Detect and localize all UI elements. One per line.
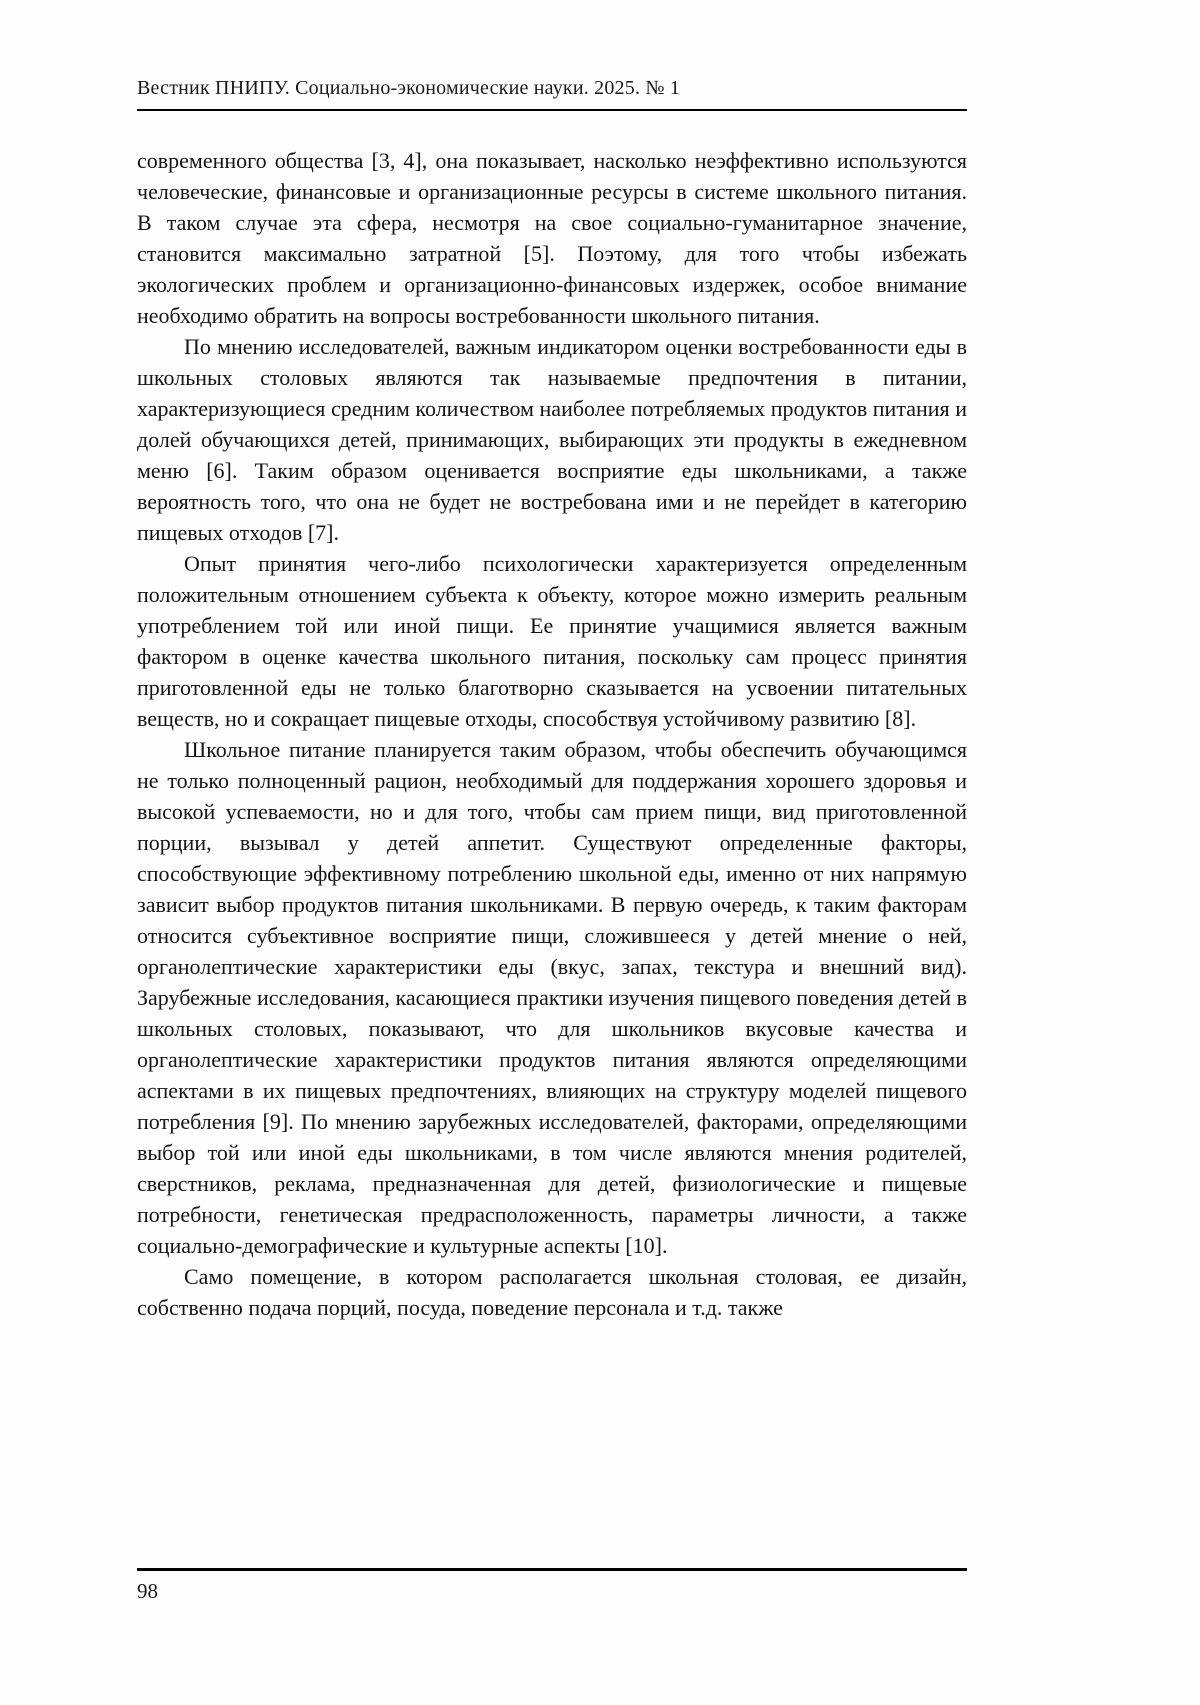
paragraph: По мнению исследователей, важным индикатором оценки востребованности еды в школьных столовых являются так называемые предпочтения в питании, характеризующиеся средним количеством наиболее потребляемых продуктов питания и долей обучающихся детей, принимающих, выбирающих эти продукты в ежедневном меню [6]. Таким образом оценивается восприятие еды школьниками, а также вероятность того, что она не будет не востребована ими и не перейдет в категорию пищевых отходов [7]. xyxy=(137,334,967,545)
paragraph: Само помещение, в котором располагается школьная столовая, ее дизайн, собственно подача порций, посуда, поведение персонала и т.д. также xyxy=(137,1264,967,1320)
paragraph-continuation: современного общества [3, 4], она показывает, насколько неэффективно используются человеческие, финансовые и организационные ресурсы в системе школьного питания. В таком случае эта сфера, несмотря на свое социально-гуманитарное значение, становится максимально затратной [5]. Поэтому, для того чтобы избежать экологических проблем и организационно-финансовых издержек, особое внимание необходимо обратить на вопросы востребованности школьного питания. xyxy=(137,148,967,328)
running-title: Вестник ПНИПУ. Социально-экономические науки. 2025. № 1 xyxy=(137,77,681,99)
page-header xyxy=(137,76,967,111)
footer-rule xyxy=(137,1568,967,1571)
page-number: 98 xyxy=(137,1578,158,1603)
paragraph: Опыт принятия чего-либо психологически характеризуется определенным положительным отношением субъекта к объекту, которое можно измерить реальным употреблением той или иной пищи. Ее принятие учащимися является важным фактором в оценке качества школьного питания, поскольку сам процесс принятия приготовленной еды не только благотворно сказывается на усвоении питательных веществ, но и сокращает пищевые отходы, способствуя устойчивому развитию [8]. xyxy=(137,551,967,731)
header-rule xyxy=(137,109,967,111)
article-body xyxy=(137,145,967,1323)
paragraph: Школьное питание планируется таким образом, чтобы обеспечить обучающимся не только полноценный рацион, необходимый для поддержания хорошего здоровья и высокой успеваемости, но и для того, чтобы сам прием пищи, вид приготовленной порции, вызывал у детей аппетит. Существуют определенные факторы, способствующие эффективному потреблению школьной еды, именно от них напрямую зависит выбор продуктов питания школьниками. В первую очередь, к таким факторам относится субъективное восприятие пищи, сложившееся у детей мнение о ней, органолептические характеристики еды (вкус, запах, текстура и внешний вид). Зарубежные исследования, касающиеся практики изучения пищевого поведения детей в школьных столовых, показывают, что для школьников вкусовые качества и органолептические характеристики продуктов питания являются определяющими аспектами в их пищевых предпочтениях, влияющих на структуру моделей пищевого потребления [9]. По мнению зарубежных исследователей, факторами, определяющими выбор той или иной еды школьниками, в том числе являются мнения родителей, сверстников, реклама, предназначенная для детей, физиологические и пищевые потребности, генетическая предрасположенность, параметры личности, а также социально-демографические и культурные аспекты [10]. xyxy=(137,737,967,1258)
page-footer xyxy=(137,1568,967,1604)
